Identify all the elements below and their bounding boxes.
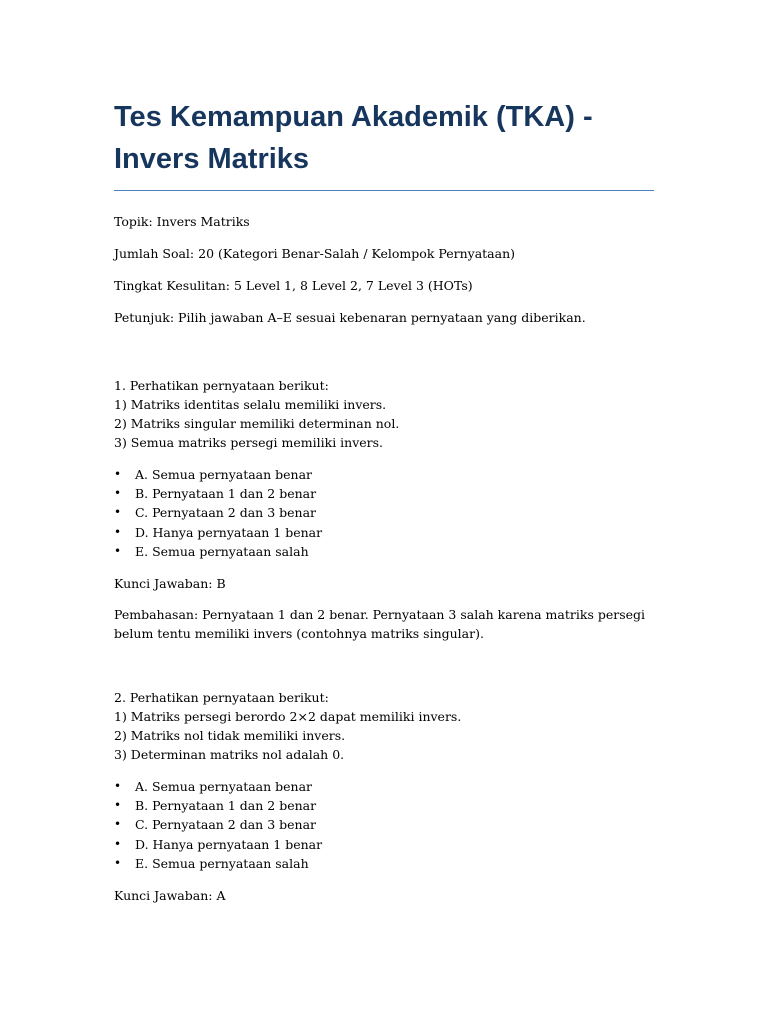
answer-key: Kunci Jawaban: A bbox=[114, 888, 226, 904]
meta-difficulty: Tingkat Kesulitan: 5 Level 1, 8 Level 2, 7 Level 3 (HOTs) bbox=[114, 278, 473, 293]
bullet-icon: • bbox=[114, 779, 122, 794]
option-a bbox=[114, 777, 654, 796]
option-d bbox=[114, 523, 654, 542]
question-stem: 1. Perhatikan pernyataan berikut: bbox=[114, 378, 329, 393]
bullet-icon: • bbox=[114, 505, 122, 520]
option-b bbox=[114, 484, 654, 503]
statement: 2) Matriks nol tidak memiliki invers. bbox=[114, 728, 346, 744]
option-c bbox=[114, 503, 654, 522]
bullet-icon: • bbox=[114, 855, 122, 870]
bullet-icon: • bbox=[114, 836, 122, 851]
option-label: E. Semua pernyataan salah bbox=[135, 543, 309, 559]
question-1 bbox=[114, 376, 654, 643]
statement: 3) Determinan matriks nol adalah 0. bbox=[114, 747, 345, 763]
answer-key: Kunci Jawaban: B bbox=[114, 576, 226, 592]
option-c bbox=[114, 815, 654, 834]
bullet-icon: • bbox=[114, 486, 122, 501]
meta-question-count: Jumlah Soal: 20 (Kategori Benar-Salah / Kelompok Pernyataan) bbox=[114, 246, 516, 261]
bullet-icon: • bbox=[114, 467, 122, 481]
statement: 1) Matriks persegi berordo 2×2 dapat memiliki invers. bbox=[114, 709, 462, 725]
option-label: D. Hanya pernyataan 1 benar bbox=[135, 836, 323, 852]
explanation: Pembahasan: Pernyataan 1 dan 2 benar. Pernyataan 3 salah karena matriks persegi belum tentu memiliki invers (contohnya matriks singular). bbox=[114, 607, 646, 642]
option-e bbox=[114, 854, 654, 873]
option-e bbox=[114, 542, 654, 561]
statement: 3) Semua matriks persegi memiliki invers. bbox=[114, 435, 384, 450]
option-d bbox=[114, 835, 654, 854]
option-a bbox=[114, 465, 654, 484]
option-label: E. Semua pernyataan salah bbox=[135, 855, 309, 871]
meta-topic: Topik: Invers Matriks bbox=[114, 214, 250, 229]
statement: 2) Matriks singular memiliki determinan nol. bbox=[114, 416, 400, 431]
option-label: C. Pernyataan 2 dan 3 benar bbox=[135, 505, 317, 521]
option-label: A. Semua pernyataan benar bbox=[135, 467, 313, 482]
answer-options bbox=[114, 465, 654, 561]
bullet-icon: • bbox=[114, 817, 122, 832]
document-page bbox=[114, 96, 654, 905]
option-label: C. Pernyataan 2 dan 3 benar bbox=[135, 817, 317, 833]
question-stem: 2. Perhatikan pernyataan berikut: bbox=[114, 690, 329, 706]
statement: 1) Matriks identitas selalu memiliki invers. bbox=[114, 397, 387, 412]
option-label: D. Hanya pernyataan 1 benar bbox=[135, 524, 323, 540]
option-label: B. Pernyataan 1 dan 2 benar bbox=[135, 798, 317, 814]
meta-instructions: Petunjuk: Pilih jawaban A–E sesuai kebenaran pernyataan yang diberikan. bbox=[114, 310, 586, 325]
document-title: Tes Kemampuan Akademik (TKA) - Invers Matriks bbox=[114, 96, 654, 191]
option-label: A. Semua pernyataan benar bbox=[135, 779, 313, 795]
option-label: B. Pernyataan 1 dan 2 benar bbox=[135, 486, 317, 502]
bullet-icon: • bbox=[114, 798, 122, 813]
answer-options bbox=[114, 777, 654, 873]
question-2 bbox=[114, 688, 654, 905]
bullet-icon: • bbox=[114, 524, 122, 539]
option-b bbox=[114, 796, 654, 815]
bullet-icon: • bbox=[114, 543, 122, 558]
document-meta bbox=[114, 212, 654, 327]
